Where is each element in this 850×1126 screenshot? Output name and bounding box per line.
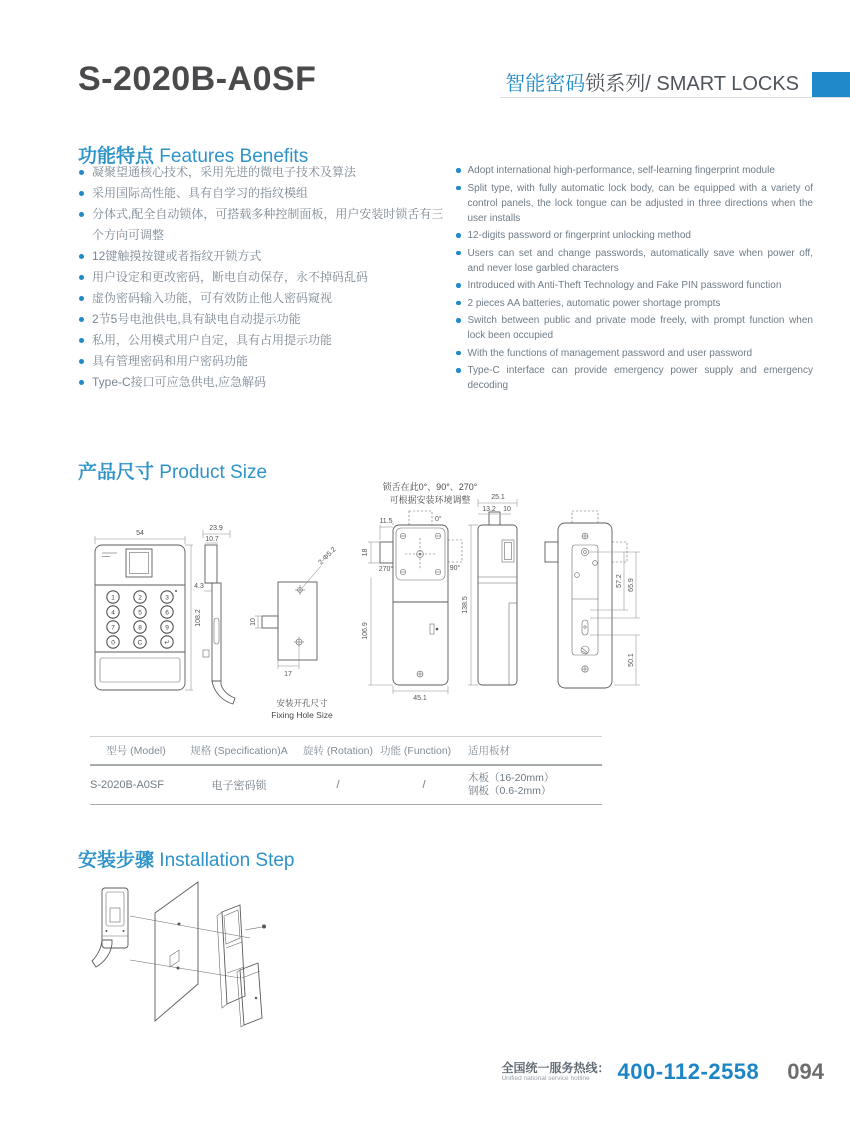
label-270deg: 270° xyxy=(378,566,394,573)
key-2: 2 xyxy=(138,594,142,602)
section-title-installation xyxy=(78,845,295,872)
key-9: 9 xyxy=(165,624,169,632)
dim-body-width: 45.1 xyxy=(413,695,427,702)
feature-text: 分体式,配全自动锁体，可搭载多种控制面板，用户安装时锁舌有三个方向可调整 xyxy=(92,207,444,242)
page-number: 094 xyxy=(787,1059,824,1084)
dim-plate-d1: 57.2 xyxy=(616,574,623,588)
spec-table-header-cell: 规格 (Specification)A xyxy=(190,745,288,757)
feature-item xyxy=(455,363,813,393)
material-line2: 钢板（0.6-2mm） xyxy=(468,785,552,797)
wall-panel xyxy=(155,882,198,1021)
bullet-icon xyxy=(456,301,461,306)
key-8: 8 xyxy=(138,624,142,632)
feature-text: Type-C interface can provide emergency power supply and emergency decoding xyxy=(467,365,813,391)
bullet-icon xyxy=(456,318,461,323)
feature-text: Introduced with Anti-Theft Technology and Fake PIN password function xyxy=(467,280,782,291)
lock-body-rear-drawing xyxy=(362,481,478,702)
feature-item xyxy=(455,346,813,361)
feature-text: 2 pieces AA batteries, automatic power shortage prompts xyxy=(467,297,721,309)
spec-table-header-cell: 适用板材 xyxy=(468,745,510,757)
key-enter: ↵ xyxy=(164,639,170,647)
hotline-label xyxy=(501,1062,609,1082)
dim-body-tab-height: 18 xyxy=(362,548,369,557)
spec-table-header-cell: 型号 (Model) xyxy=(106,745,166,757)
dim-side-offset: 4.3 xyxy=(194,583,204,590)
header-accent-block xyxy=(812,72,850,97)
feature-item xyxy=(455,278,813,293)
key-c: C xyxy=(137,639,143,647)
front-unit-exploded xyxy=(92,888,128,967)
feature-text: Split type, with fully automatic lock body, can be equipped with a variety of control panels, the lock tongue can be adjusted in three directions when the user installs xyxy=(467,182,813,224)
dim-bodyside-d3: 10 xyxy=(503,506,511,513)
bullet-icon xyxy=(456,283,461,288)
header-series xyxy=(500,66,850,98)
feature-item xyxy=(455,228,813,243)
section-title-cn: 安装步骤 xyxy=(78,850,155,871)
feature-item xyxy=(78,267,450,288)
installation-drawing xyxy=(90,878,320,1038)
dim-hole-callout: 2-Φ5.2 xyxy=(317,546,338,567)
dim-body-height: 106.9 xyxy=(362,622,369,640)
dim-front-height: 108.2 xyxy=(195,609,202,627)
feature-item xyxy=(455,163,813,178)
feature-item xyxy=(455,296,813,311)
feature-item xyxy=(78,288,450,309)
bullet-icon xyxy=(456,251,461,256)
product-size-drawings xyxy=(78,478,838,728)
feature-item xyxy=(78,330,450,351)
feature-item xyxy=(78,246,450,267)
dim-front-width: 54 xyxy=(136,530,144,537)
feature-item xyxy=(455,313,813,343)
feature-text: Adopt international high-performance, self-learning fingerprint module xyxy=(467,165,775,176)
feature-item xyxy=(78,183,450,204)
section-title-en: Product Size xyxy=(159,462,268,483)
bullet-icon xyxy=(79,296,84,301)
fixing-hole-drawing xyxy=(250,546,338,720)
fixing-hole-caption-cn: 安装开孔尺寸 xyxy=(276,698,328,708)
bullet-icon xyxy=(79,380,84,385)
key-7: 7 xyxy=(111,624,115,632)
dim-bodyside-depth: 25.1 xyxy=(491,494,505,501)
feature-text: With the functions of management password and user password xyxy=(467,347,753,359)
key-1: 1 xyxy=(111,594,115,602)
bullet-icon xyxy=(79,275,84,280)
section-title-cn: 功能特点 xyxy=(78,146,155,167)
dim-bodyside-height: 138.5 xyxy=(462,596,469,614)
dim-plate-d3: 50.1 xyxy=(628,653,635,667)
dim-body-tab-width: 11.5 xyxy=(379,518,393,525)
tongue-note-line1: 锁舌在此0°、90°、270° xyxy=(382,482,478,492)
dim-side-depth: 23.9 xyxy=(209,525,223,532)
key-6: 6 xyxy=(165,609,169,617)
feature-text: 用户设定和更改密码，断电自动保存，永不掉码乱码 xyxy=(92,270,369,284)
series-title xyxy=(505,73,799,95)
section-title-en: Installation Step xyxy=(159,850,295,871)
cell-model: S-2020B-A0SF xyxy=(90,779,164,791)
bullet-icon xyxy=(79,191,84,196)
label-90deg: 90° xyxy=(449,565,461,572)
bullet-icon xyxy=(456,233,461,238)
bullet-icon xyxy=(79,170,84,175)
features-list-en xyxy=(455,163,813,396)
battery-cover-exploded xyxy=(237,963,262,1027)
bullet-icon xyxy=(79,254,84,259)
feature-text: Users can set and change passwords, automatically save when power off, and never lose garbled characters xyxy=(467,247,813,274)
feature-item xyxy=(78,309,450,330)
dim-plate-d2: 65.9 xyxy=(628,578,635,592)
feature-text: Type-C接口可应急供电,应急解码 xyxy=(92,375,267,389)
spec-table-row xyxy=(90,766,602,805)
feature-text: 2节5号电池供电,具有缺电自动提示功能 xyxy=(92,312,301,326)
bullet-icon xyxy=(79,212,84,217)
page-footer xyxy=(501,1059,824,1085)
hotline-label-cn: 全国统一服务热线： xyxy=(501,1061,610,1075)
material-line1: 木板（16-20mm） xyxy=(468,772,555,784)
strike-plate-drawing xyxy=(545,511,640,688)
fixing-hole-caption-en: Fixing Hole Size xyxy=(271,710,333,720)
dim-hole-notch: 10 xyxy=(250,618,257,626)
page-title-model: S-2020B-A0SF xyxy=(78,60,317,98)
feature-item xyxy=(455,181,813,226)
feature-text: 具有管理密码和用户密码功能 xyxy=(92,354,249,368)
feature-item xyxy=(78,372,450,393)
cell-function: / xyxy=(422,779,426,791)
feature-text: 凝聚望通核心技术，采用先进的微电子技术及算法 xyxy=(92,165,357,179)
hotline-number: 400-112-2558 xyxy=(617,1059,760,1084)
section-title-en: Features Benefits xyxy=(159,146,309,167)
dim-bodyside-d2: 13.2 xyxy=(482,506,496,513)
feature-text: 12-digits password or fingerprint unlocking method xyxy=(467,230,691,241)
bullet-icon xyxy=(456,168,461,173)
cell-material xyxy=(468,772,602,798)
tongue-note-line2: 可根据安装环境调整 xyxy=(389,495,471,505)
dim-side-upper: 10.7 xyxy=(205,536,219,543)
bullet-icon xyxy=(79,338,84,343)
bullet-icon xyxy=(79,317,84,322)
feature-item xyxy=(78,351,450,372)
spec-table-header-cell: 旋转 (Rotation) xyxy=(302,745,374,757)
spec-table xyxy=(90,736,602,805)
series-title-highlight: 智能密码 xyxy=(505,73,586,95)
key-3: 3 xyxy=(165,594,169,602)
lock-body-side-drawing xyxy=(462,494,517,685)
feature-text: 采用国际高性能、具有自学习的指纹模组 xyxy=(92,186,309,200)
front-view-drawing xyxy=(95,530,202,690)
feature-text: 私用，公用模式用户自定，具有占用提示功能 xyxy=(92,333,333,347)
key-0: 0 xyxy=(111,639,115,647)
feature-text: 12键触摸按键或者指纹开锁方式 xyxy=(92,249,262,263)
bullet-icon xyxy=(456,368,461,373)
spec-table-header xyxy=(90,737,602,766)
feature-item xyxy=(78,162,450,183)
key-4: 4 xyxy=(111,609,115,617)
hotline-label-en: Unified national service hotline xyxy=(501,1075,590,1082)
key-5: 5 xyxy=(138,609,142,617)
cell-spec: 电子密码锁 xyxy=(211,780,267,792)
lock-body-exploded xyxy=(217,905,245,1008)
feature-text: Switch between public and private mode freely, with prompt function when lock been occupied xyxy=(467,315,813,341)
bullet-icon xyxy=(456,186,461,191)
bullet-icon xyxy=(79,359,84,364)
feature-item xyxy=(455,246,813,276)
bullet-icon xyxy=(456,351,461,356)
spec-table-header-cell: 功能 (Function) xyxy=(380,745,452,757)
feature-text: 虚伪密码输入功能，可有效防止他人密码窥视 xyxy=(92,291,333,305)
series-title-rest: 锁系列/ SMART LOCKS xyxy=(585,73,799,95)
dim-hole-spacing: 17 xyxy=(284,671,292,678)
section-title-cn: 产品尺寸 xyxy=(78,462,155,483)
features-list-cn xyxy=(78,162,450,393)
label-0deg: 0° xyxy=(435,516,442,523)
feature-item xyxy=(78,204,450,246)
cell-rotation: / xyxy=(336,779,340,791)
